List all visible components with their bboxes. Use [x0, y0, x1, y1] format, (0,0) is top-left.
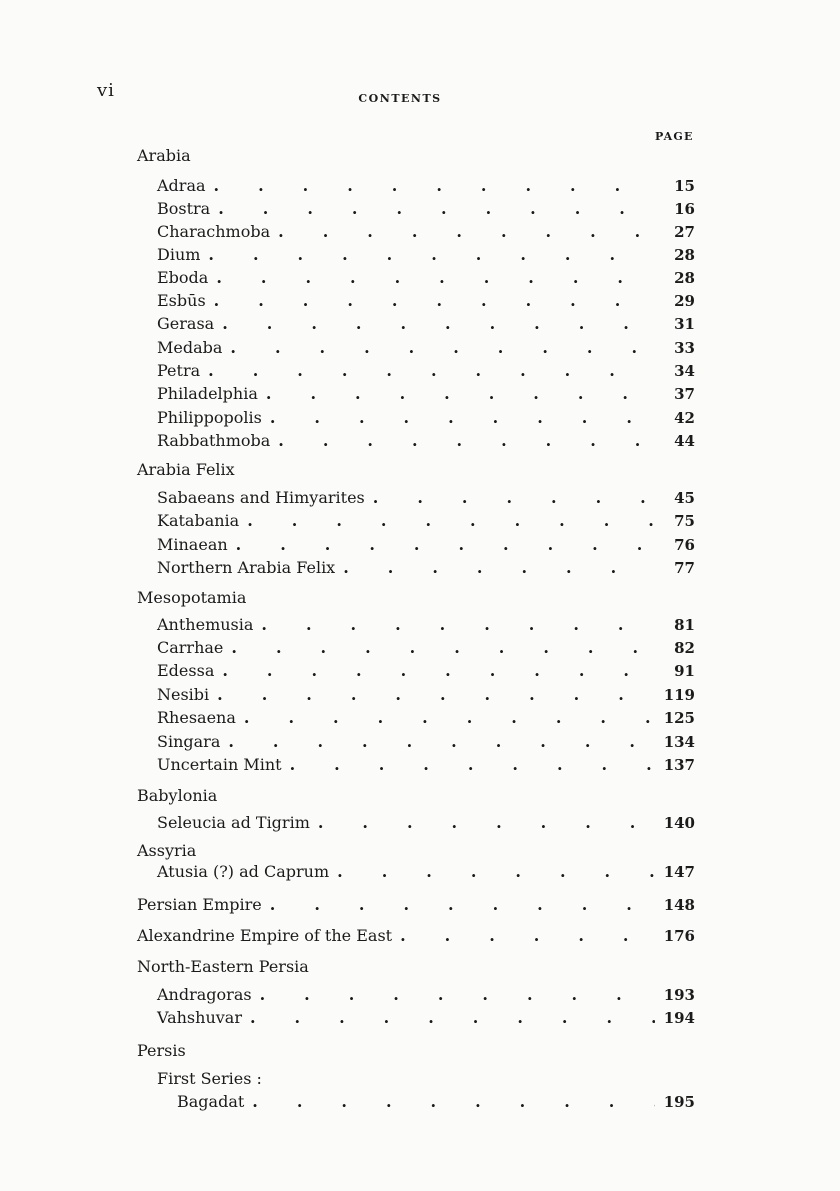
toc-entry[interactable]: [177, 1092, 695, 1115]
entry-name: Northern Arabia Felix: [157, 558, 336, 577]
subheading-first-series: First Series :: [157, 1069, 262, 1088]
dot-leader: [270, 895, 655, 914]
dot-leader: [343, 558, 655, 577]
dot-leader: [318, 813, 655, 832]
toc-entry[interactable]: [157, 862, 695, 885]
toc-entry[interactable]: [157, 813, 695, 836]
entry-page: 28: [674, 246, 695, 264]
dot-leader: [373, 488, 655, 507]
toc-entry[interactable]: [157, 732, 695, 755]
entry-name: Eboda: [157, 268, 209, 287]
entry-name: Adraa: [157, 176, 206, 195]
entry-name: Philippopolis: [157, 408, 262, 427]
entry-page: 27: [674, 223, 695, 241]
dot-leader: [231, 638, 655, 657]
toc-entry[interactable]: [157, 661, 695, 684]
entry-page: 42: [674, 409, 695, 427]
dot-leader: [278, 431, 655, 450]
entry-page: 75: [674, 512, 695, 530]
entry-name: Carrhae: [157, 638, 224, 657]
dot-leader: [218, 199, 655, 218]
entry-page: 137: [663, 756, 695, 774]
toc-entry[interactable]: [157, 361, 695, 384]
entry-name: Singara: [157, 732, 221, 751]
dot-leader: [230, 338, 655, 357]
entry-name: Seleucia ad Tigrim: [157, 813, 310, 832]
entry-name: Philadelphia: [157, 384, 258, 403]
entry-page: 193: [663, 986, 695, 1004]
toc-entry[interactable]: [157, 384, 695, 407]
toc-entry[interactable]: [157, 176, 695, 199]
page-column-heading: PAGE: [655, 130, 694, 143]
dot-leader: [252, 1092, 655, 1111]
entry-page: 140: [663, 814, 695, 832]
dot-leader: [216, 268, 655, 287]
entry-name: Charachmoba: [157, 222, 271, 241]
entry-page: 119: [663, 686, 695, 704]
running-head: CONTENTS: [358, 92, 442, 105]
dot-leader: [214, 176, 655, 195]
dot-leader: [222, 661, 655, 680]
dot-leader: [208, 245, 655, 264]
entry-name: Alexandrine Empire of the East: [137, 926, 393, 945]
entry-page: 81: [674, 616, 695, 634]
dot-leader: [278, 222, 655, 241]
entry-page: 76: [674, 536, 695, 554]
entry-page: 125: [663, 709, 695, 727]
toc-entry[interactable]: [157, 268, 695, 291]
dot-leader: [228, 732, 655, 751]
entry-name: Minaean: [157, 535, 228, 554]
entry-page: 194: [663, 1009, 695, 1027]
page-folio: vi: [97, 80, 115, 101]
entry-name: Atusia (?) ad Caprum: [157, 862, 330, 881]
toc-entry[interactable]: [157, 755, 695, 778]
section-heading-arabia: Arabia: [137, 146, 191, 165]
entry-name: Esbūs: [157, 291, 206, 310]
entry-page: 31: [674, 315, 695, 333]
entry-page: 134: [663, 733, 695, 751]
entry-name: Anthemusia: [157, 615, 254, 634]
entry-page: 28: [674, 269, 695, 287]
toc-entry[interactable]: [157, 535, 695, 558]
section-heading-persis: Persis: [137, 1041, 186, 1060]
entry-name: Nesibi: [157, 685, 210, 704]
dot-leader: [236, 535, 655, 554]
entry-page: 37: [674, 385, 695, 403]
entry-page: 82: [674, 639, 695, 657]
toc-entry-alexandrine-empire[interactable]: [137, 926, 695, 949]
toc-entry[interactable]: [157, 708, 695, 731]
dot-leader: [270, 408, 655, 427]
section-heading-arabia-felix: Arabia Felix: [137, 460, 235, 479]
entry-page: 195: [663, 1093, 695, 1111]
dot-leader: [261, 615, 655, 634]
dot-leader: [337, 862, 655, 881]
dot-leader: [260, 985, 655, 1004]
entry-page: 15: [674, 177, 695, 195]
toc-entry[interactable]: [157, 488, 695, 511]
toc-entry[interactable]: [157, 222, 695, 245]
entry-name: Bostra: [157, 199, 211, 218]
dot-leader: [290, 755, 655, 774]
entry-page: 91: [674, 662, 695, 680]
entry-name: Sabaeans and Himyarites: [157, 488, 365, 507]
entry-name: Rhesaena: [157, 708, 236, 727]
entry-page: 44: [674, 432, 695, 450]
dot-leader: [214, 291, 655, 310]
toc-entry[interactable]: [157, 985, 695, 1008]
entry-page: 148: [663, 896, 695, 914]
toc-entry[interactable]: [157, 314, 695, 337]
entry-name: Persian Empire: [137, 895, 262, 914]
section-heading-mesopotamia: Mesopotamia: [137, 588, 247, 607]
section-heading-babylonia: Babylonia: [137, 786, 218, 805]
entry-name: Katabania: [157, 511, 240, 530]
entry-name: Bagadat: [177, 1092, 245, 1111]
toc-entry[interactable]: [157, 408, 695, 431]
toc-entry[interactable]: [157, 291, 695, 314]
entry-page: 16: [674, 200, 695, 218]
entry-name: Dium: [157, 245, 201, 264]
toc-entry[interactable]: [157, 431, 695, 454]
dot-leader: [247, 511, 655, 530]
toc-entry[interactable]: [157, 511, 695, 534]
entry-name: Edessa: [157, 661, 215, 680]
toc-entry[interactable]: [157, 558, 695, 581]
toc-entry[interactable]: [157, 245, 695, 268]
toc-entry[interactable]: [157, 338, 695, 361]
dot-leader: [266, 384, 655, 403]
toc-entry[interactable]: [157, 638, 695, 661]
section-heading-assyria: Assyria: [137, 841, 197, 860]
entry-name: Petra: [157, 361, 201, 380]
dot-leader: [400, 926, 655, 945]
toc-entry-persian-empire[interactable]: [137, 895, 695, 918]
entry-name: Medaba: [157, 338, 223, 357]
entry-name: Andragoras: [157, 985, 252, 1004]
dot-leader: [208, 361, 655, 380]
toc-entry[interactable]: [157, 199, 695, 222]
entry-name: Vahshuvar: [157, 1008, 242, 1027]
entry-page: 33: [674, 339, 695, 357]
toc-entry[interactable]: [157, 1008, 695, 1031]
dot-leader: [244, 708, 655, 727]
entry-page: 176: [663, 927, 695, 945]
toc-entry[interactable]: [157, 685, 695, 708]
section-heading-north-eastern-persia: North-Eastern Persia: [137, 957, 309, 976]
entry-page: 34: [674, 362, 695, 380]
dot-leader: [250, 1008, 655, 1027]
entry-name: Gerasa: [157, 314, 215, 333]
entry-page: 29: [674, 292, 695, 310]
entry-name: Rabbathmoba: [157, 431, 271, 450]
entry-page: 77: [674, 559, 695, 577]
toc-entry[interactable]: [157, 615, 695, 638]
dot-leader: [222, 314, 655, 333]
entry-page: 45: [674, 489, 695, 507]
dot-leader: [217, 685, 655, 704]
entry-page: 147: [663, 863, 695, 881]
entry-name: Uncertain Mint: [157, 755, 282, 774]
